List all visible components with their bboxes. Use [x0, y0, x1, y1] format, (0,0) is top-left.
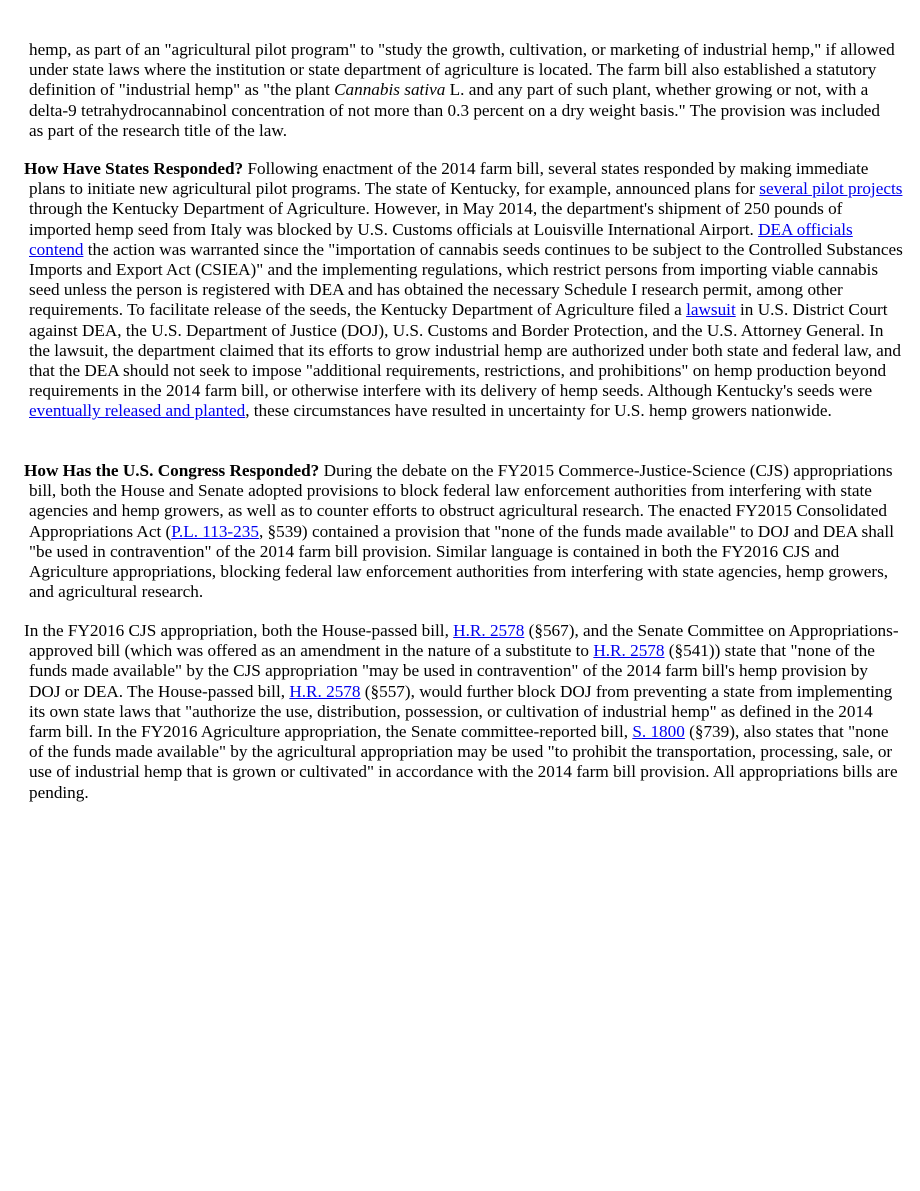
paragraph-text: (§541)) state that "none of the funds made available" by the CJS appropriation "may be used in contravention" of the 2014 farm bill's hemp provision by DOJ or DEA. The House-passed bill,	[29, 641, 875, 701]
paragraph-text: (§557), would further block DOJ from preventing a state from implementing its own state laws that "authorize the use, distribution, possession, or cultivation of industrial hemp" as defined in the 2014 farm bill. In the FY2016 Agriculture appropriation, the Senate committee-reported bill,	[29, 681, 893, 742]
paragraph-text: L. and any part of such plant, whether growing or not, with a delta-9 tetrahydrocannabinol concentration of not more than 0.3 percent on a dry weight basis." The provision was included as part of the research title of the law.	[29, 80, 881, 140]
section-heading-congress: How Has the U.S. Congress Responded?	[24, 461, 320, 480]
paragraph-fy2016-appropriations	[24, 621, 903, 803]
paragraph-text: (§567), and the Senate Committee on Appropriations-approved bill (which was offered as an amendment in the nature of a substitute to	[29, 621, 899, 661]
paragraph-industrial-hemp-definition	[29, 40, 898, 141]
paragraph-text: hemp, as part of an "agricultural pilot program" to "study the growth, cultivation, or marketing of industrial hemp," if allowed under state laws where the institution or state department of agriculture is located. The farm bill also established a statutory definition of "industrial hemp" as "the plant	[29, 40, 895, 100]
paragraph-congress-responded	[24, 461, 903, 602]
link-hr-2578[interactable]: H.R. 2578	[289, 681, 361, 701]
link-eventually-released-and-planted[interactable]: eventually released and planted	[29, 401, 246, 421]
link-dea-officials-contend[interactable]: DEA officials contend	[29, 219, 853, 259]
species-name-italic: Cannabis sativa	[334, 80, 446, 100]
link-s-1800[interactable]: S. 1800	[632, 722, 685, 742]
paragraph-text: During the debate on the FY2015 Commerce-Justice-Science (CJS) appropriations bill, both the House and Senate adopted provisions to block federal law enforcement authorities from interfering with state agencies and hemp growers, as well as to counter efforts to obstruct agricultural research. The enacted FY2015 Consolidated Appropriations Act (	[29, 461, 893, 541]
paragraph-text: In the FY2016 CJS appropriation, both the House-passed bill,	[24, 621, 454, 640]
link-pl-113-235[interactable]: P.L. 113-235	[171, 521, 259, 541]
link-hr-2578[interactable]: H.R. 2578	[453, 621, 525, 640]
paragraph-text: the action was warranted since the "importation of cannabis seeds continues to be subject to the Controlled Substances Imports and Export Act (CSIEA)" and the implementing regulations, which restrict persons from importing viable cannabis seed unless the person is registered with DEA and has obtained the necessary Schedule I research permit, among other requirements. To facilitate release of the seeds, the Kentucky Department of Agriculture filed a	[29, 239, 903, 320]
paragraph-text: (§739), also states that "none of the funds made available" by the agricultural appropriation may be used "to prohibit the transportation, processing, sale, or use of industrial hemp that is grown or cultivated" in accordance with the 2014 farm bill provision. All appropriations bills are pending.	[29, 722, 898, 802]
link-several-pilot-projects[interactable]: several pilot projects	[759, 179, 903, 199]
paragraph-text: in U.S. District Court against DEA, the U.S. Department of Justice (DOJ), U.S. Customs and Border Protection, and the U.S. Attorney General. In the lawsuit, the department claimed that its efforts to grow industrial hemp are authorized under both state and federal law, and that the DEA should not seek to impose "additional requirements, restrictions, and prohibitions" on hemp production beyond requirements in the 2014 farm bill, or otherwise interfere with its delivery of hemp seeds. Although Kentucky's seeds were	[29, 300, 901, 401]
paragraph-text: through the Kentucky Department of Agriculture. However, in May 2014, the department's shipment of 250 pounds of imported hemp seed from Italy was blocked by U.S. Customs officials at Louisville International Airport.	[29, 199, 843, 239]
paragraph-text: Following enactment of the 2014 farm bill, several states responded by making immediate plans to initiate new agricultural pilot programs. The state of Kentucky, for example, announced plans for	[29, 159, 869, 199]
link-hr-2578[interactable]: H.R. 2578	[593, 641, 665, 661]
section-heading-states: How Have States Responded?	[24, 159, 244, 178]
paragraph-text: , §539) contained a provision that "none of the funds made available" to DOJ and DEA shall "be used in contravention" of the 2014 farm bill provision. Similar language is contained in both the FY2016 CJS and Agriculture appropriations, blocking federal law enforcement authorities from interfering with state agencies, hemp growers, and agricultural research.	[29, 521, 894, 602]
paragraph-text: , these circumstances have resulted in uncertainty for U.S. hemp growers nationwide.	[245, 401, 832, 421]
link-lawsuit[interactable]: lawsuit	[686, 300, 736, 320]
paragraph-states-responded	[24, 159, 903, 422]
